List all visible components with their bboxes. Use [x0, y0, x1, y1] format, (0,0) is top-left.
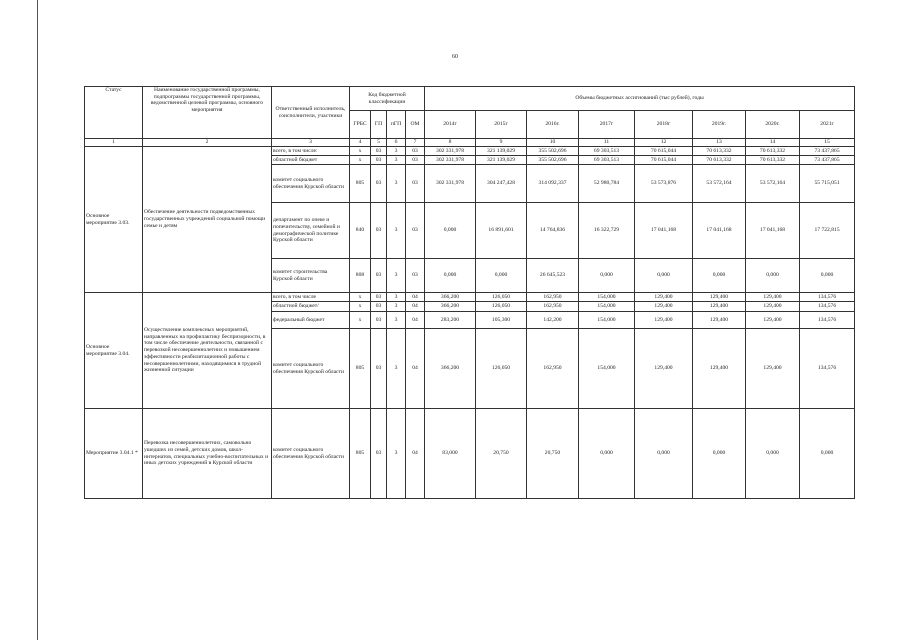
header-volumes-group: Объемы бюджетных ассигнований (тыс рублей), годы [425, 87, 855, 111]
value-cell: 0,000 [425, 203, 476, 259]
table-body [85, 147, 855, 499]
code-cell: 3 [387, 203, 406, 259]
code-cell: х [350, 312, 371, 329]
value-cell: 20,750 [527, 409, 579, 499]
value-cell: 53 572,164 [746, 165, 800, 203]
column-number: 8 [425, 139, 476, 147]
code-cell: 04 [406, 293, 425, 302]
value-cell: 321 139,029 [476, 147, 527, 156]
header-code-group: Код бюджетной классификации [350, 87, 425, 111]
name-cell: Обеспечение деятельности подведомственных государственных учреждений социальной помощи семье и детям [143, 147, 272, 293]
code-cell: 3 [387, 259, 406, 293]
code-cell: 3 [387, 302, 406, 312]
code-cell: 3 [387, 329, 406, 409]
value-cell: 16 322,729 [579, 203, 635, 259]
code-cell: х [350, 156, 371, 165]
value-cell: 302 331,978 [425, 156, 476, 165]
value-cell: 0,000 [579, 259, 635, 293]
value-cell: 162,950 [527, 293, 579, 302]
table-row [85, 409, 855, 499]
code-cell: 04 [406, 302, 425, 312]
value-cell: 70 613,332 [693, 147, 746, 156]
value-cell: 321 139,029 [476, 156, 527, 165]
value-cell: 0,000 [635, 409, 693, 499]
value-cell: 0,000 [746, 259, 800, 293]
code-cell: 3 [387, 156, 406, 165]
code-cell: 03 [371, 147, 387, 156]
value-cell: 70 613,332 [746, 147, 800, 156]
status-cell: Основное мероприятие 3.03. [85, 147, 143, 293]
column-number: 15 [800, 139, 855, 147]
value-cell: 126,050 [476, 293, 527, 302]
code-cell: 808 [350, 259, 371, 293]
column-number: 14 [746, 139, 800, 147]
responsible-cell: комитет социального обеспечения Курской области [272, 329, 350, 409]
value-cell: 105,300 [476, 312, 527, 329]
status-cell: Основное мероприятие 3.04. [85, 293, 143, 409]
status-cell: Мероприятие 3.04.1 * [85, 409, 143, 499]
value-cell: 53 573,876 [635, 165, 693, 203]
value-cell: 20,750 [476, 409, 527, 499]
value-cell: 0,000 [635, 259, 693, 293]
value-cell: 129,400 [746, 293, 800, 302]
value-cell: 0,000 [746, 409, 800, 499]
value-cell: 129,400 [693, 312, 746, 329]
value-cell: 126,050 [476, 302, 527, 312]
responsible-cell: всего, в том числе: [272, 147, 350, 156]
code-cell: х [350, 293, 371, 302]
value-cell: 0,000 [425, 259, 476, 293]
value-cell: 129,400 [635, 329, 693, 409]
responsible-cell: всего, в том числе [272, 293, 350, 302]
responsible-cell: комитет социального обеспечения Курской области [272, 409, 350, 499]
code-cell: 03 [406, 165, 425, 203]
value-cell: 53 572,164 [693, 165, 746, 203]
value-cell: 17 041,168 [746, 203, 800, 259]
value-cell: 142,200 [527, 312, 579, 329]
value-cell: 70 613,332 [746, 156, 800, 165]
value-cell: 355 502,696 [527, 156, 579, 165]
responsible-cell: комитет строительства Курской области [272, 259, 350, 293]
code-cell: 3 [387, 409, 406, 499]
value-cell: 73 437,865 [800, 147, 855, 156]
code-cell: 03 [371, 203, 387, 259]
budget-table [84, 86, 855, 499]
responsible-cell: департамент по опеке и попечительству, семейной и демографической политике Курской области [272, 203, 350, 259]
column-number: 6 [387, 139, 406, 147]
page-number: 60 [452, 54, 458, 60]
code-cell: 03 [406, 203, 425, 259]
value-cell: 129,400 [635, 293, 693, 302]
column-number-row [85, 139, 855, 147]
column-number: 2 [143, 139, 272, 147]
code-cell: 04 [406, 312, 425, 329]
value-cell: 154,000 [579, 312, 635, 329]
code-cell: 04 [406, 409, 425, 499]
value-cell: 69 303,513 [579, 156, 635, 165]
header-year: 2015г [476, 111, 527, 139]
value-cell: 129,400 [693, 329, 746, 409]
responsible-cell: федеральный бюджет [272, 312, 350, 329]
value-cell: 0,000 [579, 409, 635, 499]
column-number: 11 [579, 139, 635, 147]
value-cell: 69 303,513 [579, 147, 635, 156]
column-number: 9 [476, 139, 527, 147]
code-cell: 3 [387, 165, 406, 203]
header-code-col: ГРБС [350, 111, 371, 139]
header-responsible: Ответственный исполнитель, соисполнители, участники [272, 87, 350, 139]
code-cell: 3 [387, 147, 406, 156]
value-cell: 0,000 [476, 259, 527, 293]
header-year: 2017г [579, 111, 635, 139]
value-cell: 129,400 [746, 329, 800, 409]
header-status: Статус [85, 87, 143, 139]
table-row [85, 293, 855, 302]
code-cell: 3 [387, 312, 406, 329]
value-cell: 70 613,332 [693, 156, 746, 165]
responsible-cell: областной бюджет [272, 156, 350, 165]
code-cell: 840 [350, 203, 371, 259]
value-cell: 134,576 [800, 329, 855, 409]
value-cell: 129,400 [693, 293, 746, 302]
code-cell: х [350, 147, 371, 156]
value-cell: 129,400 [693, 302, 746, 312]
value-cell: 52 980,784 [579, 165, 635, 203]
code-cell: 03 [371, 329, 387, 409]
value-cell: 55 715,051 [800, 165, 855, 203]
name-cell: Осуществление комплексных мероприятий, направленных на профилактику беспризорности, в том числе обеспечение деятельности, связанной с перевозкой несовершеннолетних и повышением эффективности реабилитационной работы с несовершеннолетними, находящимися в трудной жизненной ситуации [143, 293, 272, 409]
column-number: 5 [371, 139, 387, 147]
responsible-cell: областной бюджет/ [272, 302, 350, 312]
value-cell: 162,950 [527, 302, 579, 312]
code-cell: 03 [371, 302, 387, 312]
code-cell: 03 [406, 147, 425, 156]
column-number: 10 [527, 139, 579, 147]
code-cell: 805 [350, 165, 371, 203]
header-year: 2021г [800, 111, 855, 139]
value-cell: 0,000 [800, 409, 855, 499]
value-cell: 129,400 [746, 302, 800, 312]
column-number: 3 [272, 139, 350, 147]
responsible-cell: комитет социального обеспечения Курской области [272, 165, 350, 203]
value-cell: 366,200 [425, 329, 476, 409]
code-cell: х [350, 302, 371, 312]
code-cell: 805 [350, 409, 371, 499]
value-cell: 366,200 [425, 302, 476, 312]
code-cell: 03 [406, 156, 425, 165]
value-cell: 304 247,428 [476, 165, 527, 203]
header-code-col: ОМ [406, 111, 425, 139]
value-cell: 17 722,815 [800, 203, 855, 259]
value-cell: 0,000 [693, 259, 746, 293]
value-cell: 302 331,978 [425, 165, 476, 203]
code-cell: 805 [350, 329, 371, 409]
value-cell: 17 041,168 [635, 203, 693, 259]
code-cell: 03 [371, 409, 387, 499]
value-cell: 70 615,044 [635, 156, 693, 165]
value-cell: 129,400 [746, 312, 800, 329]
value-cell: 70 615,044 [635, 147, 693, 156]
code-cell: 03 [371, 156, 387, 165]
value-cell: 129,400 [635, 312, 693, 329]
value-cell: 283,200 [425, 312, 476, 329]
code-cell: 3 [387, 293, 406, 302]
header-name: Наименование государственной программы, подпрограммы государственной программы, ведомственной целевой программы, основного мероприятия [143, 87, 272, 139]
value-cell: 0,000 [693, 409, 746, 499]
value-cell: 154,000 [579, 293, 635, 302]
code-cell: 03 [371, 165, 387, 203]
code-cell: 03 [406, 259, 425, 293]
table-row [85, 147, 855, 156]
value-cell: 314 092,337 [527, 165, 579, 203]
value-cell: 134,576 [800, 312, 855, 329]
header-year: 2019г. [693, 111, 746, 139]
header-year: 2020г. [746, 111, 800, 139]
value-cell: 26 645,523 [527, 259, 579, 293]
header-code-col: пГП [387, 111, 406, 139]
value-cell: 126,050 [476, 329, 527, 409]
column-number: 1 [85, 139, 143, 147]
page-edge-line [37, 0, 38, 640]
value-cell: 154,000 [579, 329, 635, 409]
value-cell: 16 891,601 [476, 203, 527, 259]
header-year: 2014г [425, 111, 476, 139]
column-number: 4 [350, 139, 371, 147]
value-cell: 134,576 [800, 293, 855, 302]
header-year: 2018г [635, 111, 693, 139]
value-cell: 355 502,696 [527, 147, 579, 156]
value-cell: 17 041,168 [693, 203, 746, 259]
value-cell: 73 437,865 [800, 156, 855, 165]
header-year: 2016г. [527, 111, 579, 139]
value-cell: 134,576 [800, 302, 855, 312]
value-cell: 129,400 [635, 302, 693, 312]
column-number: 12 [635, 139, 693, 147]
name-cell: Перевозка несовершеннолетних, самовольно ушедших из семей, детских домов, школ-интернатов, специальных учебно-воспитательных и иных детских учреждений в Курской области [143, 409, 272, 499]
value-cell: 83,000 [425, 409, 476, 499]
column-number: 7 [406, 139, 425, 147]
column-number: 13 [693, 139, 746, 147]
code-cell: 03 [371, 293, 387, 302]
value-cell: 302 331,978 [425, 147, 476, 156]
code-cell: 03 [371, 312, 387, 329]
value-cell: 0,000 [800, 259, 855, 293]
value-cell: 14 764,836 [527, 203, 579, 259]
value-cell: 366,200 [425, 293, 476, 302]
value-cell: 162,950 [527, 329, 579, 409]
code-cell: 04 [406, 329, 425, 409]
code-cell: 03 [371, 259, 387, 293]
value-cell: 154,000 [579, 302, 635, 312]
header-code-col: ГП [371, 111, 387, 139]
